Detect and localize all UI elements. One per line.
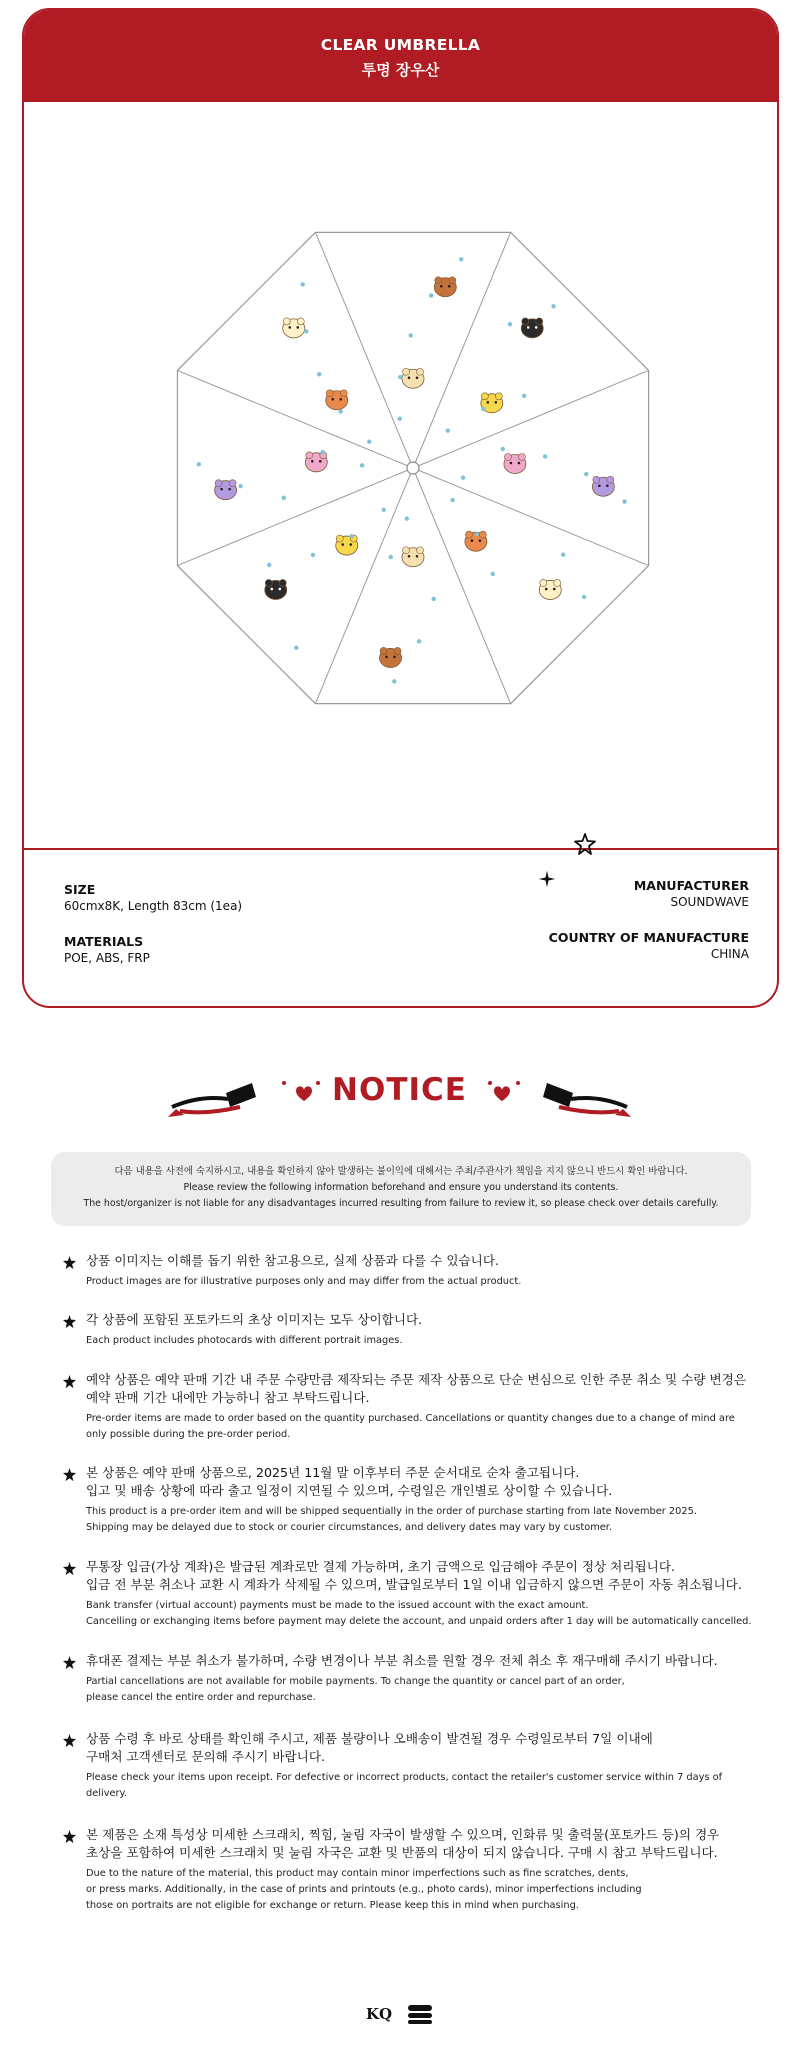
sparkle-dot bbox=[300, 282, 304, 286]
notice-item bbox=[62, 1652, 762, 1706]
notice-line-en: Please check your items upon receipt. For defective or incorrect products, contact the retailer's customer service within 7 days of delivery. bbox=[86, 1772, 723, 1799]
section-divider bbox=[24, 848, 777, 850]
notice-item-ko bbox=[86, 1652, 762, 1670]
sparkle-dot bbox=[320, 450, 324, 454]
sparkle-dot bbox=[267, 563, 271, 567]
star-solid-icon bbox=[538, 870, 556, 888]
spec-country bbox=[549, 930, 749, 962]
notice-line-ko: 본 상품은 예약 판매 상품으로, 2025년 11월 말 이후부터 주문 순서대로 순차 출고됩니다. bbox=[86, 1465, 580, 1480]
notice-intro bbox=[51, 1152, 751, 1226]
notice-title: NOTICE bbox=[332, 1072, 467, 1108]
materials-value: POE, ABS, FRP bbox=[64, 951, 150, 965]
sparkle-dot bbox=[551, 304, 555, 308]
product-title-ko: 투명 장우산 bbox=[361, 61, 440, 79]
sparkle-dot bbox=[450, 498, 454, 502]
notice-item-en bbox=[86, 1274, 762, 1290]
notice-list bbox=[62, 1252, 762, 1914]
notice-item bbox=[62, 1826, 762, 1914]
notice-line-ko: 입고 및 배송 상황에 따라 출고 일정이 지연될 수 있으며, 수령일은 개인별로 상이할 수 있습니다. bbox=[86, 1483, 613, 1498]
sparkle-dot bbox=[349, 534, 353, 538]
notice-line-ko: 예약 판매 기간 내에만 가능하니 참고 부탁드립니다. bbox=[86, 1390, 370, 1405]
kitty-character-icon bbox=[592, 476, 614, 496]
notice-item-en bbox=[86, 1598, 762, 1630]
fox-character-icon bbox=[326, 390, 348, 410]
brand-logo-right bbox=[408, 2005, 432, 2024]
sparkle-dot bbox=[508, 322, 512, 326]
bullet-icon bbox=[62, 1561, 77, 1576]
sparkle-dot bbox=[360, 463, 364, 467]
notice-line-ko: 상품 이미지는 이해를 돕기 위한 참고용으로, 실제 상품과 다를 수 있습니다. bbox=[86, 1253, 500, 1268]
bullet-icon bbox=[62, 1314, 77, 1329]
sparkle-dot bbox=[491, 572, 495, 576]
sparkle-dot bbox=[238, 484, 242, 488]
intro-ko: 다음 내용을 사전에 숙지하시고, 내용을 확인하지 않아 발생하는 불이익에 대해서는 주최/주관사가 책임을 지지 않으니 반드시 확인 바랍니다. bbox=[114, 1166, 688, 1177]
intro-en-1: Please review the following information beforehand and ensure you understand its contents. bbox=[183, 1182, 619, 1193]
svg-text:KQ: KQ bbox=[366, 2005, 393, 2023]
chick-character-icon bbox=[336, 535, 358, 555]
sparkle-dot bbox=[475, 532, 479, 536]
sheep-character-icon bbox=[283, 318, 305, 338]
sparkle-dot bbox=[282, 496, 286, 500]
notice-line-ko: 초상을 포함하여 미세한 스크래치 및 눌림 자국은 교환 및 반품의 대상이 되지 않습니다. 구매 시 참고 부탁드립니다. bbox=[86, 1845, 718, 1860]
bunny-character-icon bbox=[504, 453, 526, 473]
product-title-en: CLEAR UMBRELLA bbox=[320, 36, 481, 54]
sparkle-dot bbox=[311, 553, 315, 557]
sheep-character-icon bbox=[539, 579, 561, 599]
manufacturer-value: SOUNDWAVE bbox=[670, 895, 749, 909]
notice-line-en: Partial cancellations are not available for mobile payments. To change the quantity or cancel part of an order, bbox=[86, 1676, 625, 1687]
bullet-icon bbox=[62, 1829, 77, 1844]
puppy-character-icon bbox=[402, 368, 424, 388]
notice-item-en bbox=[86, 1674, 762, 1706]
sparkle-dot bbox=[417, 639, 421, 643]
cat-character-icon bbox=[521, 318, 543, 338]
notice-line-ko: 휴대폰 결제는 부분 취소가 불가하며, 수량 변경이나 부분 취소를 원할 경우 전체 취소 후 재구매해 주시기 바랍니다. bbox=[86, 1653, 718, 1668]
sparkle-dot bbox=[543, 454, 547, 458]
cat-character-icon bbox=[265, 579, 287, 599]
notice-line-ko: 각 상품에 포함된 포토카드의 초상 이미지는 모두 상이합니다. bbox=[86, 1312, 423, 1327]
sparkle-dot bbox=[459, 257, 463, 261]
notice-item-ko bbox=[86, 1558, 762, 1594]
sparkle-dot bbox=[461, 476, 465, 480]
sparkle-dot bbox=[398, 375, 402, 379]
notice-line-en: Due to the nature of the material, this product may contain minor imperfections such as fine scratches, dents, bbox=[86, 1868, 629, 1879]
notice-line-en: Cancelling or exchanging items before payment may delete the account, and unpaid orders after 1 day will be automatically cancelled. bbox=[86, 1616, 752, 1627]
spec-materials bbox=[64, 934, 150, 966]
sparkle-dot bbox=[582, 595, 586, 599]
bear-character-icon bbox=[380, 647, 402, 667]
notice-line-en: Shipping may be delayed due to stock or courier circumstances, and delivery dates may vary by customer. bbox=[86, 1522, 613, 1533]
notice-item bbox=[62, 1730, 762, 1802]
sparkle-dot bbox=[398, 417, 402, 421]
notice-item-ko bbox=[86, 1371, 762, 1407]
bullet-icon bbox=[62, 1374, 77, 1389]
notice-item bbox=[62, 1464, 762, 1536]
notice-item bbox=[62, 1252, 762, 1290]
sparkle-dot bbox=[584, 472, 588, 476]
notice-item-ko bbox=[86, 1252, 762, 1270]
bear-character-icon bbox=[434, 277, 456, 297]
sparkle-dot bbox=[317, 372, 321, 376]
sparkle-dot bbox=[367, 440, 371, 444]
bunny-character-icon bbox=[305, 452, 327, 472]
notice-item-en bbox=[86, 1770, 762, 1802]
bullet-icon bbox=[62, 1655, 77, 1670]
sparkle-dot bbox=[522, 394, 526, 398]
sparkle-dot bbox=[622, 499, 626, 503]
notice-line-en: This product is a pre-order item and will be shipped sequentially in the order of purchase starting from late November 2025. bbox=[86, 1506, 697, 1517]
sparkle-dot bbox=[304, 329, 308, 333]
notice-line-en: or press marks. Additionally, in the case of prints and printouts (e.g., photo cards), minor imperfections including bbox=[86, 1884, 642, 1895]
puppy-character-icon bbox=[402, 547, 424, 567]
notice-item-en bbox=[86, 1333, 762, 1349]
notice-item-ko bbox=[86, 1730, 762, 1766]
spec-manufacturer bbox=[634, 878, 749, 910]
materials-label: MATERIALS bbox=[64, 934, 144, 949]
sparkle-dot bbox=[481, 407, 485, 411]
sparkle-dot bbox=[408, 333, 412, 337]
notice-line-ko: 본 제품은 소재 특성상 미세한 스크래치, 찍힘, 눌림 자국이 발생할 수 있으며, 인화류 및 출력물(포토카드 등)의 경우 bbox=[86, 1827, 720, 1842]
notice-item bbox=[62, 1558, 762, 1630]
umbrella-illustration bbox=[150, 205, 676, 731]
notice-line-ko: 무통장 입금(가상 계좌)은 발급된 계좌로만 결제 가능하며, 초기 금액으로 입금해야 주문이 정상 처리됩니다. bbox=[86, 1559, 675, 1574]
brand-logo-left bbox=[366, 2005, 392, 2023]
notice-item-ko bbox=[86, 1826, 762, 1862]
sparkle-dot bbox=[197, 462, 201, 466]
notice-line-ko: 상품 수령 후 바로 상태를 확인해 주시고, 제품 불량이나 오배송이 발견될 경우 수령일로부터 7일 이내에 bbox=[86, 1731, 653, 1746]
notice-item-en bbox=[86, 1866, 762, 1914]
sparkle-dot bbox=[429, 293, 433, 297]
notice-line-ko: 예약 상품은 예약 판매 기간 내 주문 수량만큼 제작되는 주문 제작 상품으로 단순 변심으로 인한 주문 취소 및 수량 변경은 bbox=[86, 1372, 747, 1387]
footer-logos bbox=[364, 2002, 436, 2026]
country-label: COUNTRY OF MANUFACTURE bbox=[548, 930, 749, 945]
size-label: SIZE bbox=[64, 882, 96, 897]
notice-item bbox=[62, 1371, 762, 1443]
sparkle-dot bbox=[405, 516, 409, 520]
sparkle-dot bbox=[561, 553, 565, 557]
notice-line-en: please cancel the entire order and repurchase. bbox=[86, 1692, 316, 1703]
size-value: 60cmx8K, Length 83cm (1ea) bbox=[64, 899, 243, 913]
sparkle-dot bbox=[389, 555, 393, 559]
sparkle-dot bbox=[392, 679, 396, 683]
sparkle-dot bbox=[501, 447, 505, 451]
notice-line-en: Bank transfer (virtual account) payments must be made to the issued account with the exact amount. bbox=[86, 1600, 589, 1611]
notice-line-en: Product images are for illustrative purposes only and may differ from the actual product. bbox=[86, 1276, 522, 1287]
manufacturer-label: MANUFACTURER bbox=[633, 878, 749, 893]
notice-item-ko bbox=[86, 1311, 762, 1329]
sparkle-dot bbox=[446, 429, 450, 433]
notice-item-en bbox=[86, 1504, 762, 1536]
bullet-icon bbox=[62, 1467, 77, 1482]
card-header bbox=[24, 10, 777, 102]
sparkle-dot bbox=[432, 597, 436, 601]
notice-item bbox=[62, 1311, 762, 1349]
umbrella-center bbox=[407, 462, 419, 474]
kitty-character-icon bbox=[215, 480, 237, 500]
notice-line-ko: 구매처 고객센터로 문의해 주시기 바랍니다. bbox=[86, 1749, 325, 1764]
notice-line-en: Each product includes photocards with different portrait images. bbox=[86, 1335, 403, 1346]
notice-line-ko: 입금 전 부분 취소나 교환 시 계좌가 삭제될 수 있으며, 발급일로부터 1일 이내 입금하지 않으면 주문이 자동 취소됩니다. bbox=[86, 1577, 742, 1592]
spec-size bbox=[64, 882, 242, 914]
notice-line-en: those on portraits are not eligible for exchange or return. Please keep this in mind when purchasing. bbox=[86, 1900, 579, 1911]
bullet-icon bbox=[62, 1255, 77, 1270]
product-card bbox=[22, 8, 779, 1008]
sparkle-dot bbox=[294, 645, 298, 649]
notice-line-en: Pre-order items are made to order based on the quantity purchased. Cancellations or quantity changes due to a change of mind are bbox=[86, 1413, 735, 1424]
sparkle-dot bbox=[338, 409, 342, 413]
notice-item-ko bbox=[86, 1464, 762, 1500]
sparkle-dot bbox=[382, 508, 386, 512]
bullet-icon bbox=[62, 1733, 77, 1748]
notice-line-en: only possible during the pre-order period. bbox=[86, 1429, 291, 1440]
notice-item-en bbox=[86, 1411, 762, 1443]
country-value: CHINA bbox=[710, 947, 749, 961]
intro-en-2: The host/organizer is not liable for any disadvantages incurred resulting from failure to review it, so please check over details carefully. bbox=[83, 1198, 719, 1209]
star-outline-icon bbox=[573, 832, 597, 856]
